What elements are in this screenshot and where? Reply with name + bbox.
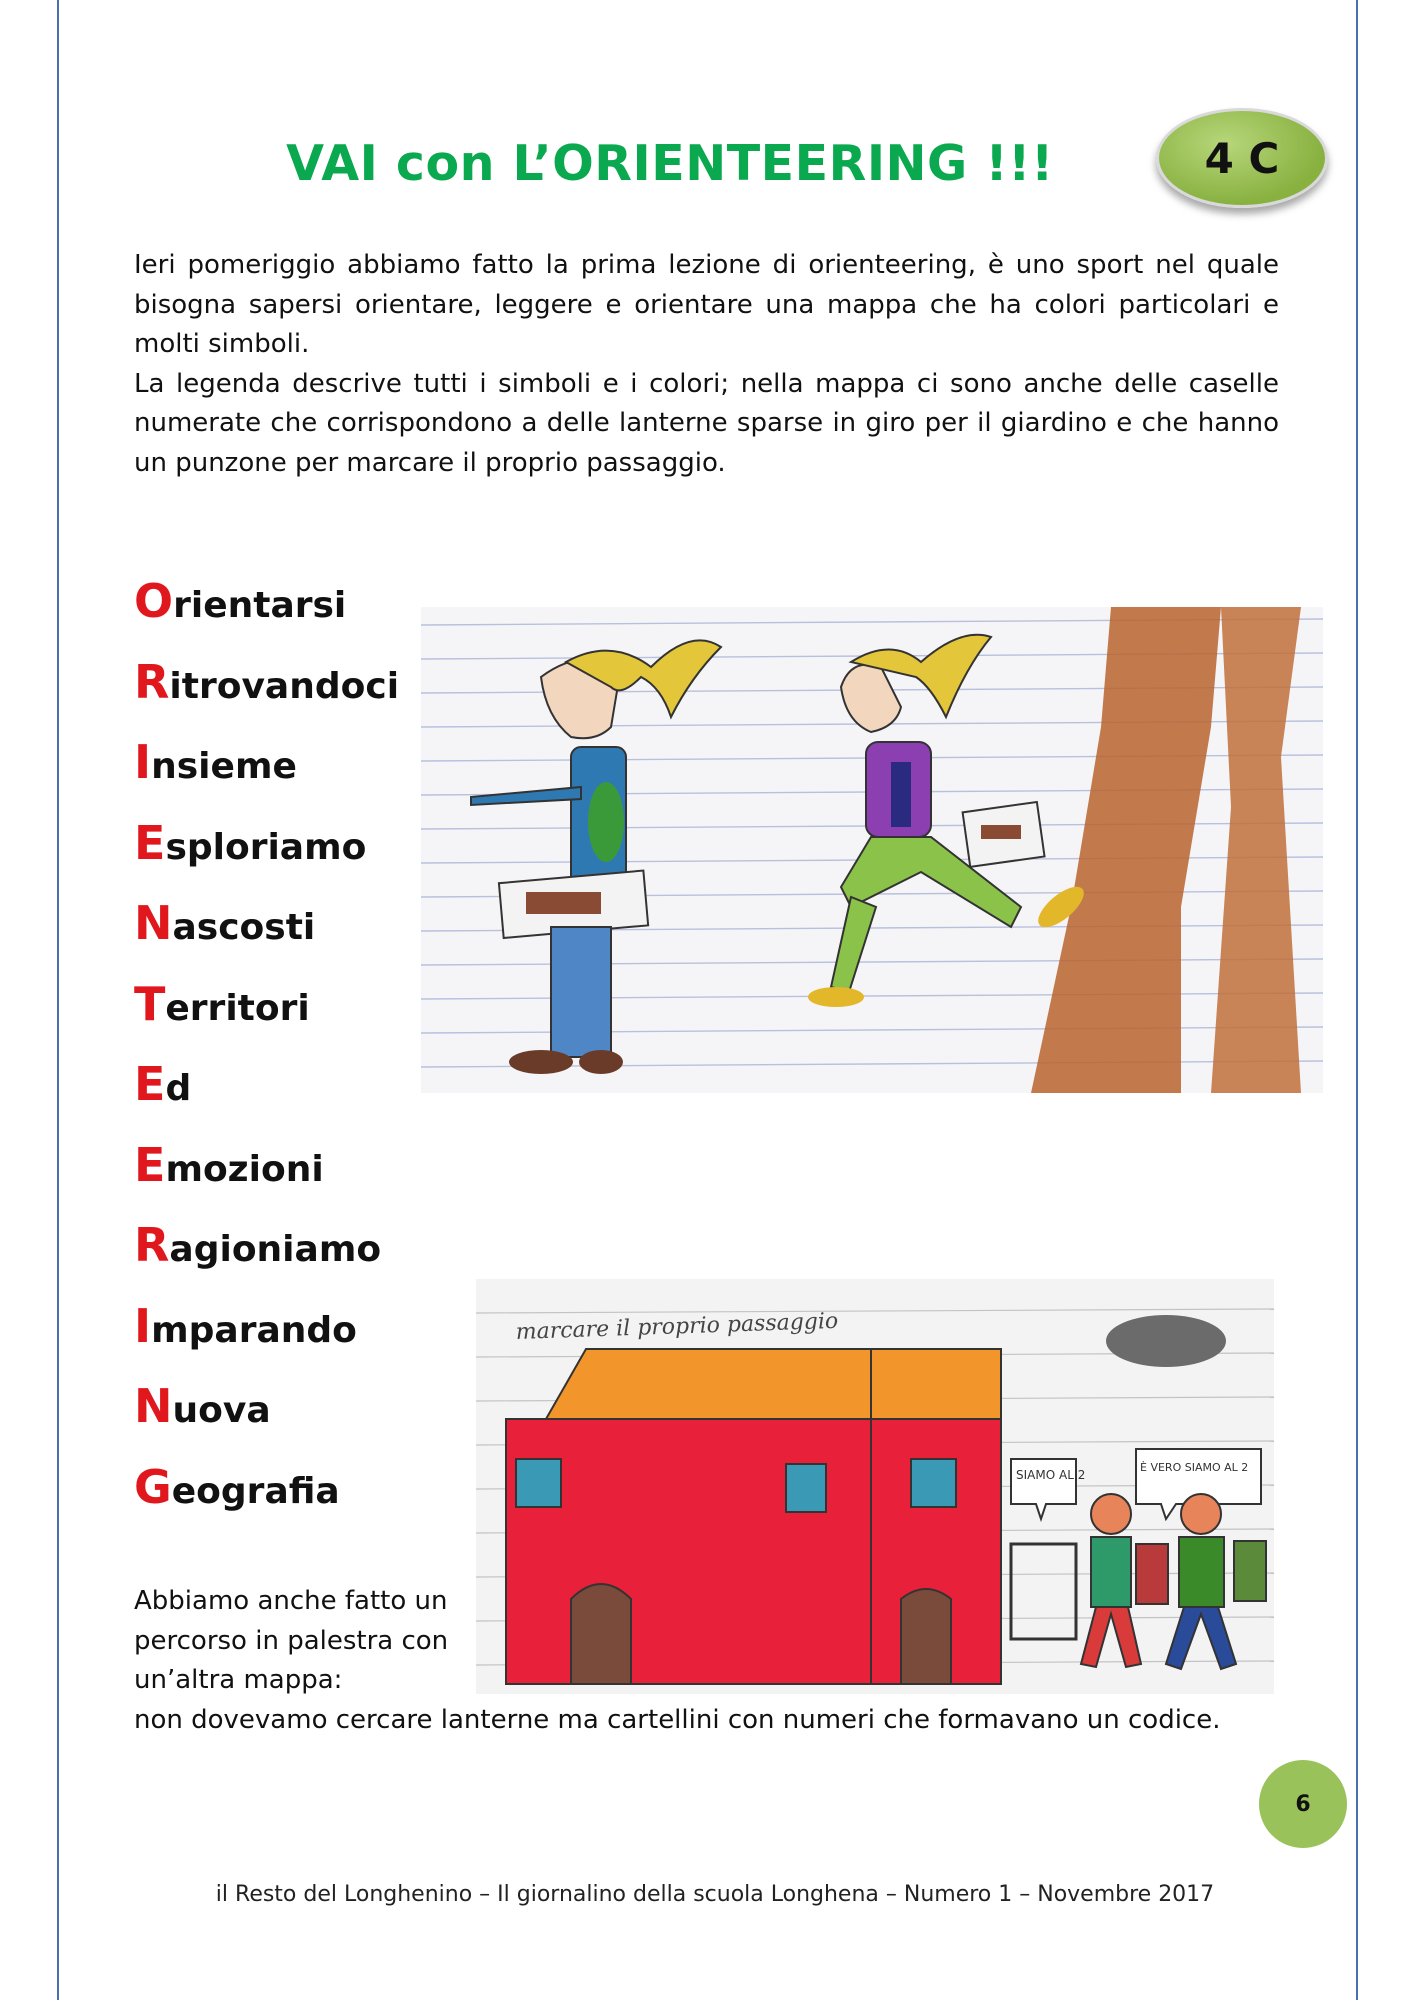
acrostic-word-rest: erritori <box>165 987 310 1029</box>
acrostic-initial: E <box>134 1137 166 1192</box>
acrostic-word-rest: ascosti <box>172 907 316 948</box>
orienteering-acrostic <box>134 576 424 1542</box>
acrostic-initial: N <box>134 896 173 950</box>
closing-line-3: un’altra mappa: <box>134 1665 343 1695</box>
page-border-left <box>57 0 59 2000</box>
acrostic-initial: O <box>134 574 174 628</box>
acrostic-word-rest: d <box>165 1068 192 1109</box>
acrostic-word-rest: mozioni <box>165 1148 324 1190</box>
acrostic-line <box>134 976 424 1060</box>
acrostic-word-rest: sploriamo <box>165 826 367 868</box>
acrostic-initial: E <box>134 815 166 870</box>
acrostic-word-rest: eografia <box>171 1470 340 1512</box>
acrostic-word-rest: mparando <box>151 1309 357 1351</box>
speech-bubble-1: SIAMO AL 2 <box>1016 1468 1086 1482</box>
footer: il Resto del Longhenino – Il giornalino della scuola Longhena – Numero 1 – Novembre 2017 <box>215 1882 1215 1907</box>
closing-line-4: non dovevamo cercare lanterne ma cartellini con numeri che formavano un codice. <box>134 1704 1221 1735</box>
acrostic-line <box>134 815 424 899</box>
page-number: 6 <box>1259 1760 1347 1848</box>
children-orienteering-drawing <box>421 607 1323 1093</box>
article-title: VAI con L’ORIENTEERING !!! <box>286 135 1054 192</box>
acrostic-initial: I <box>134 1298 152 1353</box>
acrostic-initial: R <box>134 654 170 709</box>
handwritten-caption: marcare il proprio passaggio <box>515 1308 839 1345</box>
acrostic-line <box>134 1298 424 1382</box>
acrostic-initial: E <box>134 1057 166 1111</box>
acrostic-initial: I <box>134 735 152 789</box>
acrostic-word-rest: uova <box>172 1390 271 1431</box>
intro-paragraph-2: La legenda descrive tutti i simboli e i colori; nella mappa ci sono anche delle caselle numerate che corrispondono a delle lanterne sparse in giro per il giardino e che hanno un punzone per marcare il proprio passaggio. <box>134 368 1279 478</box>
acrostic-word-rest: itrovandoci <box>169 665 400 707</box>
acrostic-line <box>134 898 424 979</box>
acrostic-line <box>134 1059 424 1140</box>
intro-paragraph-1: Ieri pomeriggio abbiamo fatto la prima lezione di orienteering, è uno sport nel quale bisogna sapersi orientare, leggere e orientare una mappa che ha colori particolari e molti simboli. <box>134 250 1279 359</box>
acrostic-line <box>134 1381 424 1462</box>
children-drawing-svg <box>421 607 1323 1093</box>
class-badge: 4 C <box>1156 108 1328 208</box>
acrostic-initial: N <box>134 1379 173 1433</box>
page-border-right <box>1356 0 1358 2000</box>
closing-line-2: percorso in palestra con <box>134 1625 449 1656</box>
acrostic-line <box>134 737 424 818</box>
acrostic-line <box>134 654 424 738</box>
acrostic-initial: T <box>134 976 166 1031</box>
acrostic-line <box>134 1459 424 1543</box>
intro-text <box>134 246 1279 483</box>
acrostic-word-rest: rientarsi <box>173 585 347 626</box>
closing-line-1: Abbiamo anche fatto un <box>134 1586 448 1616</box>
acrostic-initial: G <box>134 1459 172 1514</box>
acrostic-line <box>134 1137 424 1221</box>
cloud <box>1106 1315 1226 1367</box>
speech-bubble-2: È VERO SIAMO AL 2 <box>1140 1461 1249 1474</box>
acrostic-line <box>134 1220 424 1301</box>
closing-text <box>134 1582 1314 1740</box>
acrostic-line <box>134 576 424 657</box>
acrostic-word-rest: nsieme <box>151 746 297 787</box>
acrostic-initial: R <box>134 1218 170 1272</box>
acrostic-word-rest: agioniamo <box>169 1229 382 1270</box>
